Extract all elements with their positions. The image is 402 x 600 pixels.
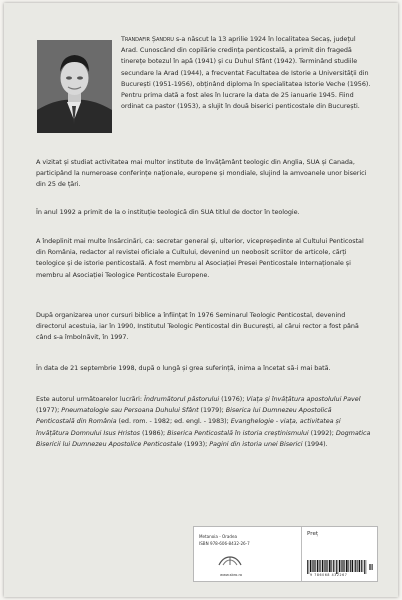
bio-positions-paragraph: A îndeplinit mai multe însărcinări, ca: secretar general și, ulterior, vicepreședinte al Cultului Penticostal din România, redactor al revistei oficiale a Cultului, devenind un neobosit scriitor de articole, cărți teologice și de istorie penticostală. A fost membru al Asociației Presei Penticostale Internaționale și membru al Asociației Teologice Penticostale Europene. — [36, 237, 364, 279]
imprint-divider — [301, 527, 302, 581]
imprint-box — [193, 526, 378, 582]
work-title: Pneumatologie sau Persoana Duhului Sfânt — [61, 406, 199, 415]
bio-doctorate-paragraph: În anul 1992 a primit de la o instituție teologică din SUA titlul de doctor în teologie. — [36, 208, 300, 216]
barcode-number: 9 786068 432267 — [310, 573, 348, 577]
bio-intro-paragraph: Trandafir Șandru s-a născut la 13 aprilie 1924 în localitatea Secaș, județul Arad. Cunoscând din copilărie credința penticostală, a primit din fragedă tinerețe botezul în apă (1941) și cu Duhul Sfânt (1942). Terminând studiile secundare la Arad (1944), a frecventat Facultatea de Istorie a Universității din București (1951-1956), obținând diploma în specialitatea Istorie Veche (1956). Pentru prima dată a fost ales în lucrare la data de 25 ianuarie 1945. Fiind ordinat ca pastor (1953), a slujit în două biserici penticostale din București. — [121, 35, 371, 111]
bio-works-paragraph: Este autorul următoarelor lucrări: Îndrumătorul păstorului (1976); Viața și învățătura apostolului Pavel (1977); Pneumatologie sau Persoana Duhului Sfânt (1979); Biserica lui Dumnezeu Apostolică Penticostală din România (ed. rom. - 1982; ed. engl. - 1983); Evanghelogie - viața, activitatea și învățătura Domnului Isus Hristos (1986); Biserica Penticostală în istoria creștinismului (1992); Dogmatica Bisericii lui Dumnezeu Apostolice Penticostale (1993); Pagini din istoria unei Biserici (1994). — [36, 395, 371, 448]
work-title: Biserica lui Dumnezeu Apostolică Penticostală din România — [36, 406, 332, 426]
bio-death-paragraph: În data de 21 septembrie 1998, după o lungă și grea suferință, inima a încetat să-i mai bată. — [36, 364, 331, 372]
bio-travel-paragraph: A vizitat și studiat activitatea mai multor institute de învățământ teologic din Anglia, SUA și Canada, participând la numeroase conferințe naționale, europene și mondiale, slujind la amvoanele unor biserici din 25 de țări. — [36, 158, 367, 189]
isbn-barcode-icon — [305, 560, 375, 574]
author-portrait — [37, 40, 112, 133]
publisher-website: www.sbro.ro — [220, 573, 243, 577]
publisher-logo-icon — [217, 555, 243, 567]
work-title: Îndrumătorul păstorului — [144, 395, 220, 403]
work-title: Viața și învățătura apostolului Pavel — [246, 395, 361, 403]
back-cover — [4, 3, 398, 597]
work-title: Dogmatica Bisericii lui Dumnezeu Apostolice Penticostale — [36, 428, 371, 448]
imprint-details — [199, 533, 250, 547]
publisher-name: Metanoia - Oradea — [199, 534, 238, 539]
work-title: Pagini din istoria unei Biserici — [209, 439, 303, 448]
author-name: Trandafir Șandru — [121, 35, 174, 43]
isbn: ISBN 978-606-8432-26-7 — [199, 541, 250, 547]
work-title: Evanghelogie - viața, activitatea și învățătura Domnului Isus Hristos — [36, 417, 341, 437]
bio-seminary-paragraph: După organizarea unor cursuri biblice a înființat în 1976 Seminarul Teologic Penticostal, devenind directorul acestuia, iar în 1990, Institutul Teologic Penticostal din București, al cărui rector a fost până când s-a îmbolnăvit, în 1997. — [36, 311, 359, 342]
price-label: Preț — [307, 531, 319, 537]
work-title: Biserica Penticostală în istoria creștinismului — [167, 428, 309, 437]
